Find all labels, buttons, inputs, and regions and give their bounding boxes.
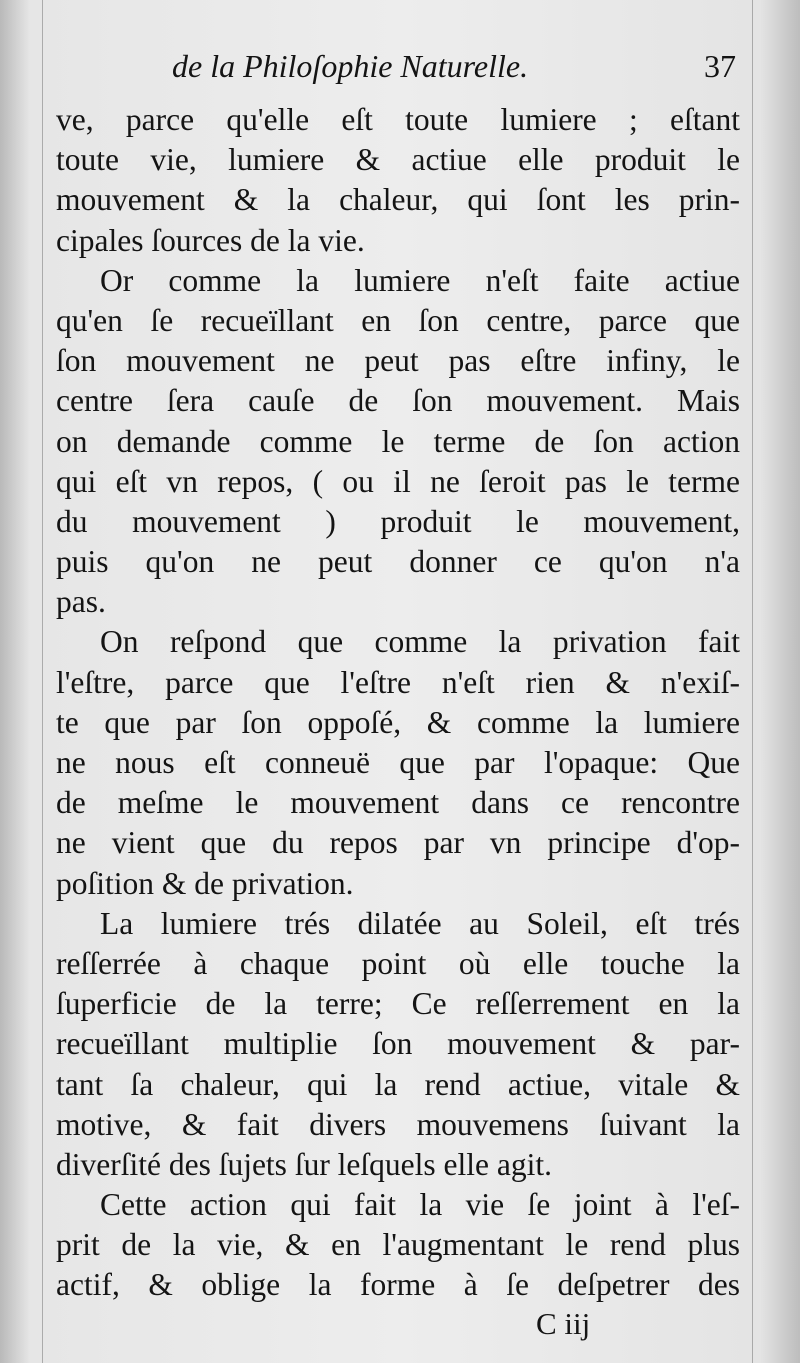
signature-mark: C iij — [536, 1306, 591, 1341]
gutter-shadow-line — [42, 0, 43, 1363]
text-line: Cette action qui fait la vie ſe joint à l'eſ- — [100, 1187, 740, 1223]
text-line: motive, & fait divers mouvemens ſuivant la — [56, 1106, 740, 1142]
text-line: on demande comme le terme de ſon action — [56, 423, 740, 459]
text-line: l'eſtre, parce que l'eſtre n'eſt rien & n'exiſ- — [56, 664, 740, 700]
text-line: tant ſa chaleur, qui la rend actiue, vitale & — [56, 1066, 740, 1102]
text-line: mouvement & la chaleur, qui ſont les prin- — [56, 182, 740, 218]
text-line: ne nous eſt conneuë que par l'opaque: Que — [56, 745, 740, 780]
text-line: toute vie, lumiere & actiue elle produit le — [56, 142, 740, 178]
text-line: La lumiere trés dilatée au Soleil, eſt trés — [100, 905, 740, 941]
text-line: puis qu'on ne peut donner ce qu'on n'a — [56, 544, 740, 580]
text-line: centre ſera cauſe de ſon mouvement. Mais — [56, 383, 740, 419]
page-number: 37 — [704, 48, 736, 84]
text-line: te que par ſon oppoſé, & comme la lumiere — [56, 704, 740, 740]
text-line: prit de la vie, & en l'augmentant le rend plus — [56, 1227, 740, 1263]
text-line: poſition & de privation. — [56, 865, 354, 901]
text-line: recueïllant multiplie ſon mouvement & par- — [56, 1026, 740, 1062]
text-line: ſon mouvement ne peut pas eſtre infiny, le — [56, 343, 740, 379]
fore-edge-line — [752, 0, 753, 1363]
text-line: ve, parce qu'elle eſt toute lumiere ; eſtant — [56, 102, 740, 137]
text-line: qu'en ſe recueïllant en ſon centre, parce que — [56, 302, 740, 338]
text-line: reſſerrée à chaque point où elle touche la — [56, 945, 740, 981]
body-text — [56, 100, 740, 1306]
text-line: On reſpond que comme la privation fait — [100, 624, 740, 660]
text-line: cipales ſources de la vie. — [56, 222, 365, 258]
text-line: du mouvement ) produit le mouvement, — [56, 503, 740, 539]
text-line: diverſité des ſujets ſur leſquels elle agit. — [56, 1146, 552, 1182]
running-title: de la Philoſophie Naturelle. — [172, 48, 529, 84]
text-line: pas. — [56, 584, 106, 620]
text-line: ſuperficie de la terre; Ce reſſerrement en la — [56, 986, 740, 1022]
text-line: ne vient que du repos par vn principe d'op- — [56, 825, 740, 861]
page-header — [172, 46, 736, 86]
text-line: qui eſt vn repos, ( ou il ne ſeroit pas le terme — [56, 463, 740, 499]
text-line: Or comme la lumiere n'eſt faite actiue — [100, 262, 740, 298]
text-line: actif, & oblige la forme à ſe deſpetrer des — [56, 1267, 740, 1303]
text-line: de meſme le mouvement dans ce rencontre — [56, 785, 740, 821]
